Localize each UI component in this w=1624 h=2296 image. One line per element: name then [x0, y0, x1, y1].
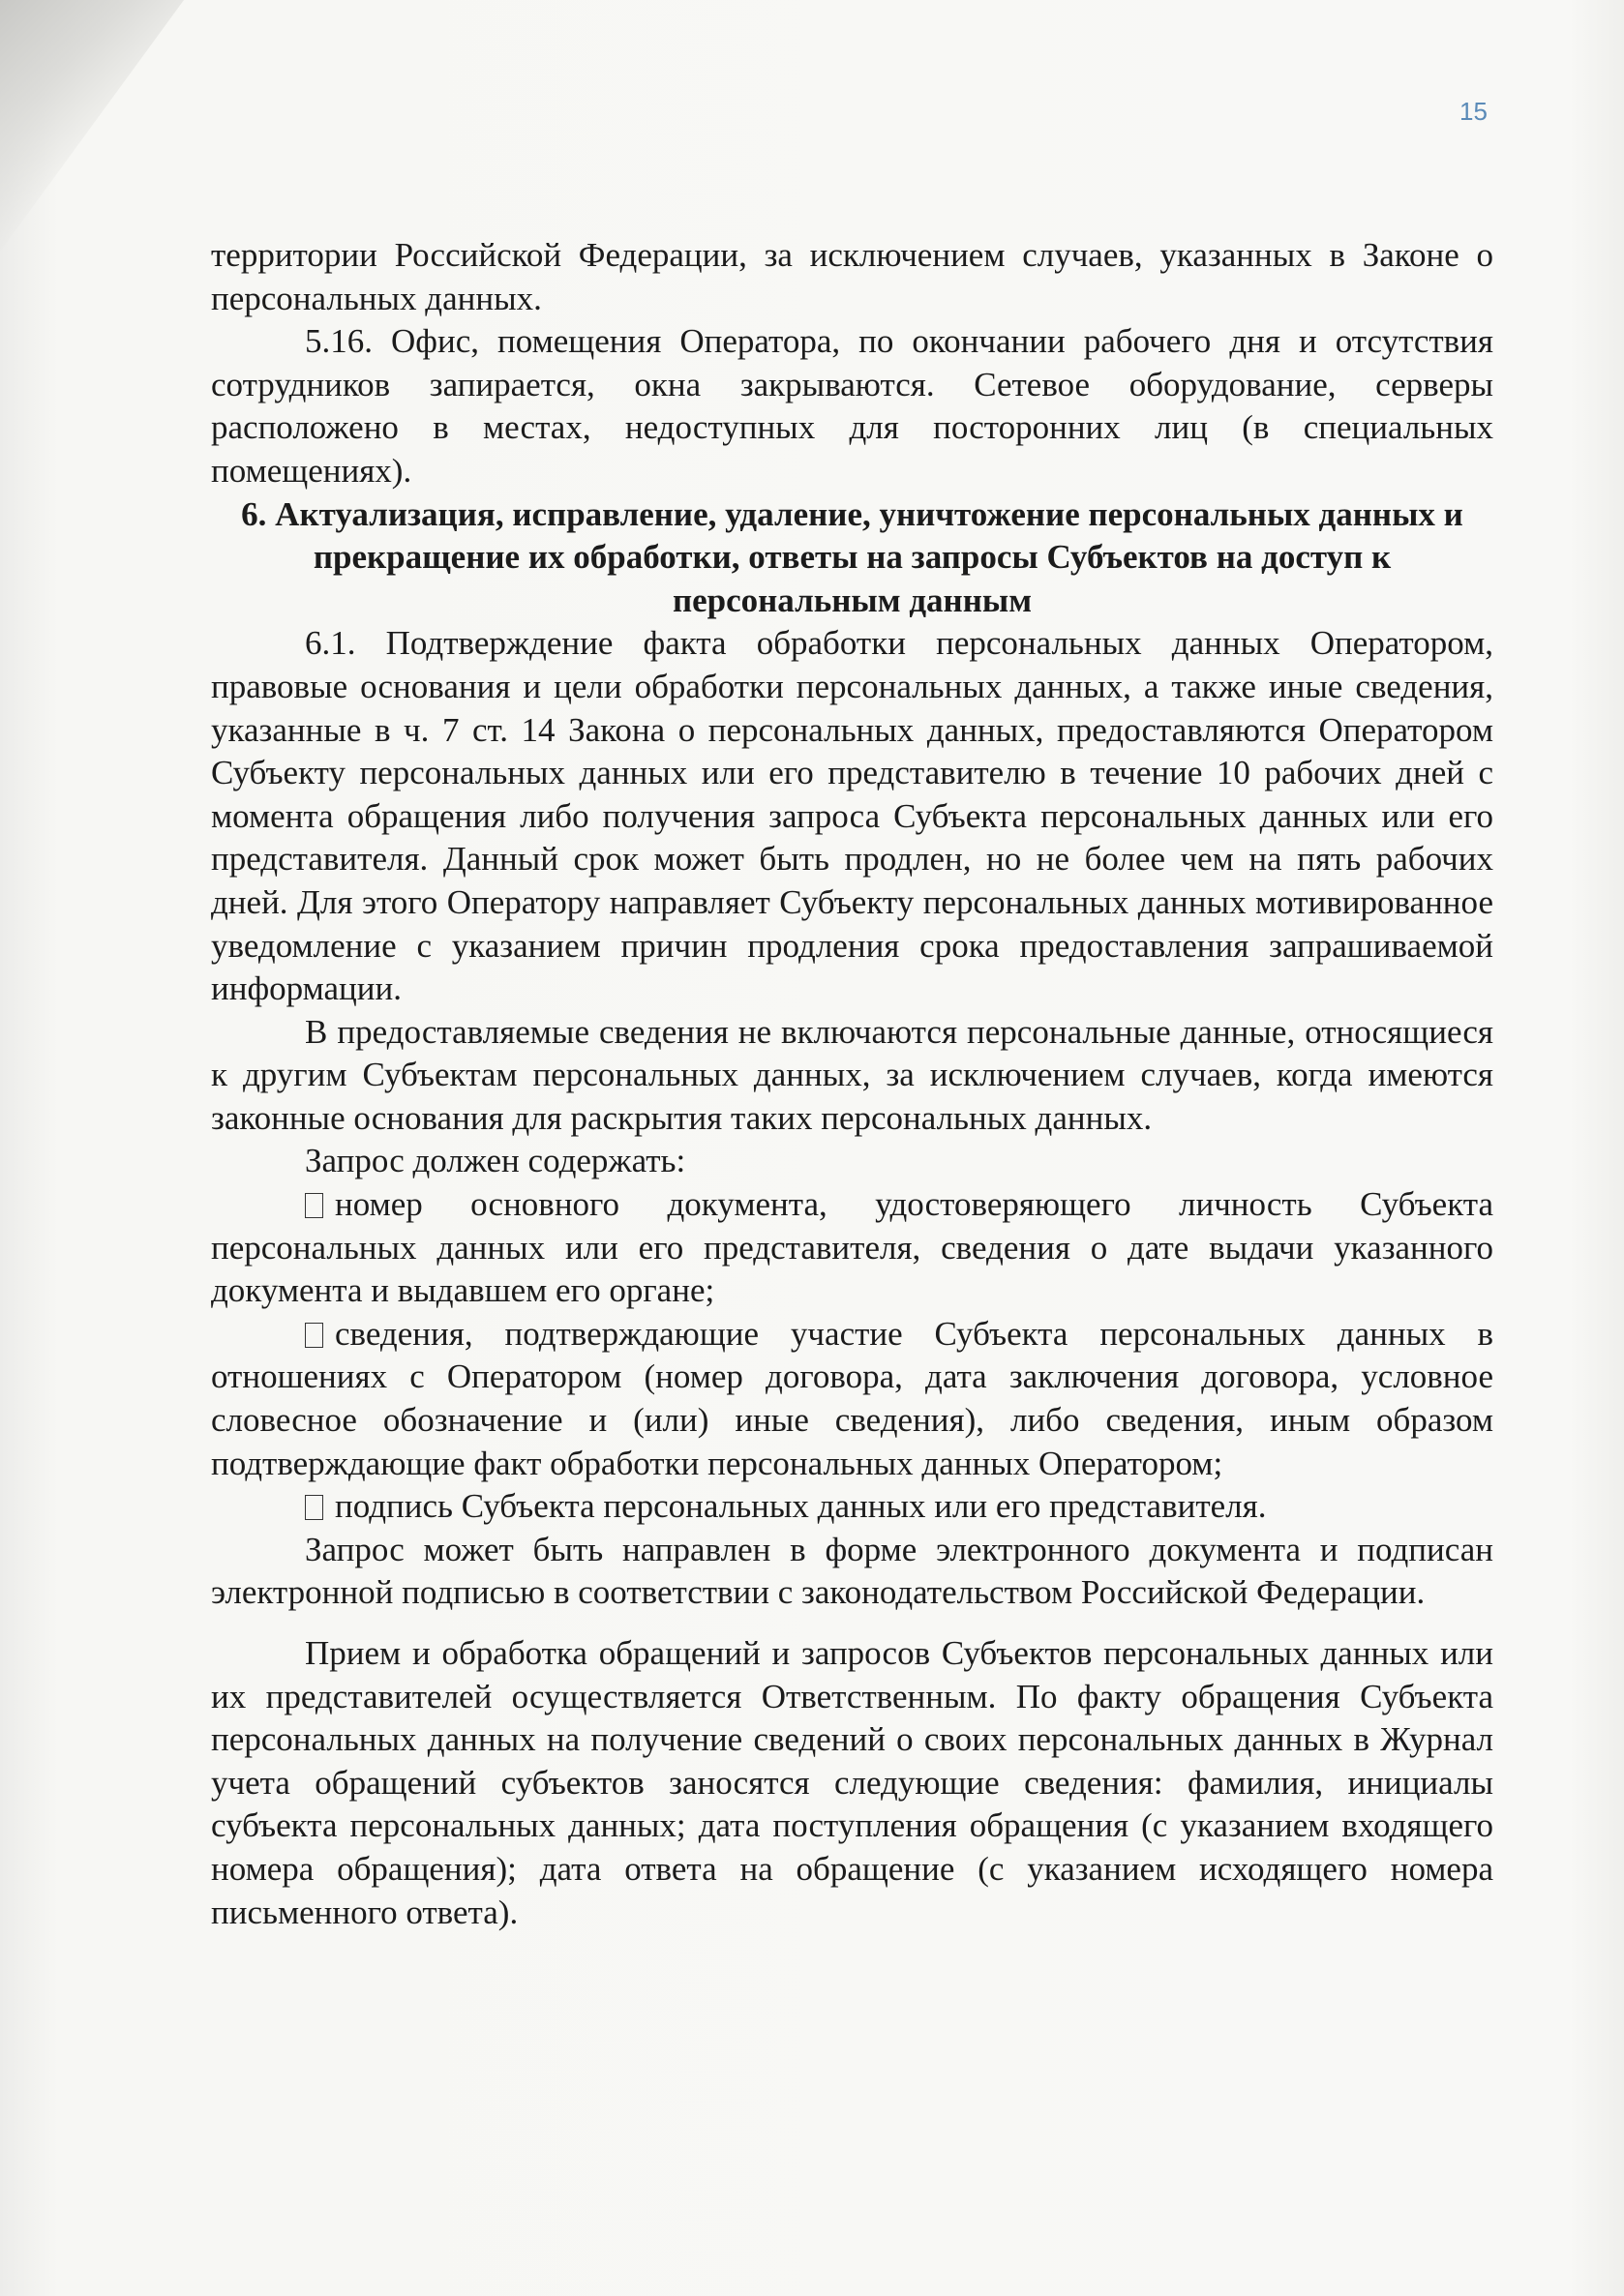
paragraph-request-processing: Прием и обработка обращений и запросов Субъектов персональных данных или их представителей осуществляется Ответственным. По факту обращения Субъекта персональных данных на получение сведений о своих персональных данных в Журнал учета обращений субъектов заносятся следующие сведения: фамилия, инициалы субъекта персональных данных; дата поступления обращения (с указанием входящего номера обращения); дата ответа на обращение (с указанием исходящего номера письменного ответа).: [211, 1634, 1493, 1931]
paragraph-excluded-data: В предоставляемые сведения не включаются персональные данные, относящиеся к другим Субъектам персональных данных, за исключением случаев, когда имеются законные основания для раскрытия таких персональных данных.: [211, 1012, 1493, 1137]
list-item: [211, 1313, 1493, 1485]
list-item: [211, 1485, 1493, 1529]
paragraph-6-1: 6.1. Подтверждение факта обработки персональных данных Оператором, правовые основания и цели обработки персональных данных, а также иные сведения, указанные в ч. 7 ст. 14 Закона о персональных данных, предоставляются Оператором Субъекту персональных данных или его представителю в течение 10 рабочих дней с момента обращения либо получения запроса Субъекта персональных данных или его представителя. Данный срок может быть продлен, но не более чем на пять рабочих дней. Для этого Оператору направляет Субъекту персональных данных мотивированное уведомление с указанием причин продления срока предоставления запрашиваемой информации.: [211, 624, 1493, 1008]
paragraph-electronic-request: Запрос может быть направлен в форме электронного документа и подписан электронной подписью в соответствии с законодательством Российской Федерации.: [211, 1530, 1493, 1612]
checkbox-bullet-icon: [305, 1323, 323, 1348]
paragraph-request-contents: Запрос должен содержать:: [305, 1142, 686, 1180]
list-item: [211, 1183, 1493, 1313]
checkbox-bullet-icon: [305, 1193, 323, 1218]
paragraph-continuation: территории Российской Федерации, за исключением случаев, указанных в Законе о персональных данных.: [211, 236, 1493, 317]
list-item-text: сведения, подтверждающие участие Субъекта персональных данных в отношениях с Оператором (номер договора, дата заключения договора, условное словесное обозначение и (или) иные сведения), либо сведения, иным образом подтверждающие факт обработки персональных данных Оператором;: [211, 1314, 1493, 1482]
list-item-text: подпись Субъекта персональных данных или его представителя.: [335, 1487, 1267, 1526]
document-body: [211, 234, 1493, 1934]
scan-corner-shadow: [0, 0, 184, 252]
page-number: 15: [1459, 97, 1488, 126]
section-heading-6: 6. Актуализация, исправление, удаление, уничтожение персональных данных и прекращение их обработки, ответы на запросы Субъектов на доступ к персональным данным: [241, 494, 1463, 619]
list-item-text: номер основного документа, удостоверяющего личность Субъекта персональных данных или его представителя, сведения о дате выдачи указанного документа и выдавшем его органе;: [211, 1185, 1493, 1310]
paragraph-5-16: 5.16. Офис, помещения Оператора, по окончании рабочего дня и отсутствия сотрудников запирается, окна закрываются. Сетевое оборудование, серверы расположено в местах, недоступных для посторонних лиц (в специальных помещениях).: [211, 322, 1493, 490]
checkbox-bullet-icon: [305, 1495, 323, 1520]
